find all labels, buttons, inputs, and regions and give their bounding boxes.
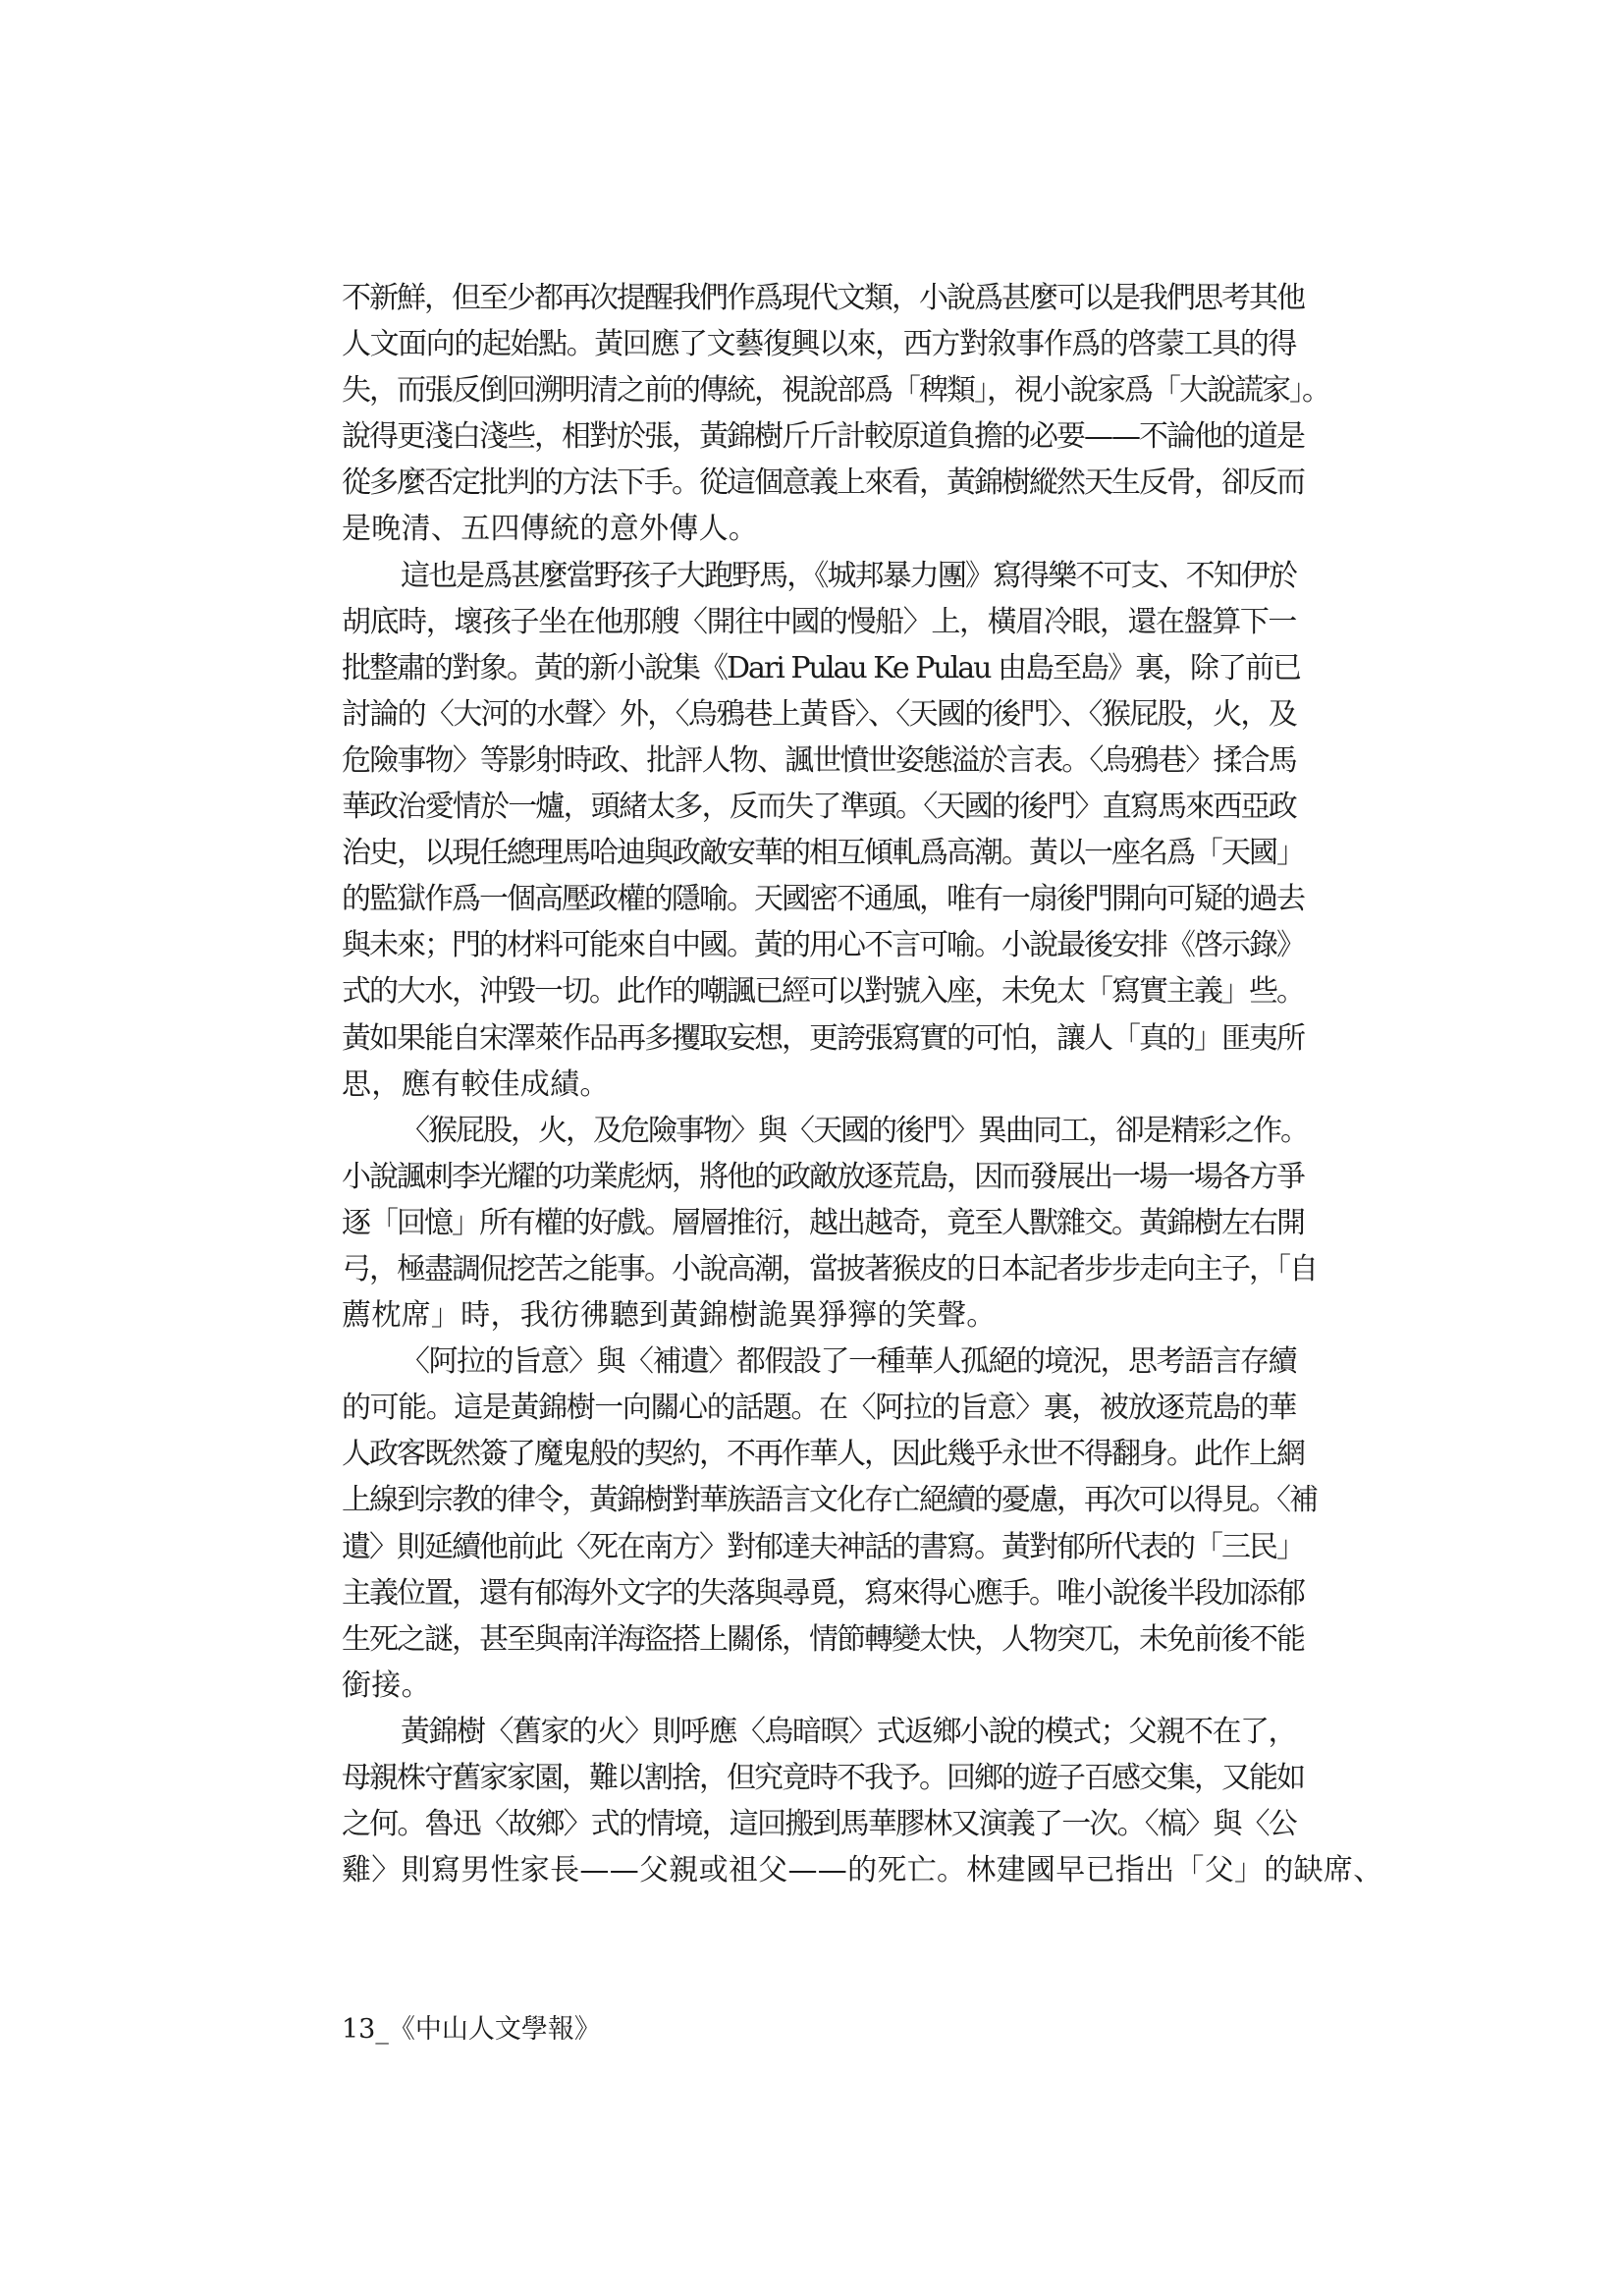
text-line: 式的大水，沖毀一切。此作的嘲諷已經可以對號入座，未免太「寫實主義」些。 [342,974,1304,1010]
footer-separator: _ [375,2014,389,2045]
text-line: 逐「回憶」所有權的好戲。層層推衍，越出越奇，竟至人獸雜交。黃錦樹左右開 [342,1205,1304,1240]
text-line: 人政客既然簽了魔鬼般的契約，不再作華人，因此幾乎永世不得翻身。此作上網 [342,1437,1304,1472]
text-line: 主義位置，還有郁海外文字的失落與尋覓，寫來得心應手。唯小說後半段加添郁 [342,1575,1304,1611]
text-line: 思，應有較佳成績。 [342,1066,610,1102]
text-line: 弓，極盡調侃挖苦之能事。小說高潮，當披著猴皮的日本記者步步走向主子，「自 [342,1251,1317,1286]
page-footer [342,2012,601,2048]
text-line: 失，而張反倒回溯明清之前的傳統，視說部爲「稗類」，視小說家爲「大說謊家」。 [342,373,1329,409]
text-line: 上線到宗教的律令，黃錦樹對華族語言文化存亡絕續的憂慮，再次可以得見。〈補 [342,1483,1317,1518]
page-number: 13 [342,2014,376,2045]
text-line: 是晚清、五四傳統的意外傳人。 [342,512,759,547]
text-line: 的可能。這是黃錦樹一向關心的話題。在〈阿拉的旨意〉裏，被放逐荒島的華 [342,1391,1296,1426]
text-line: 胡底時，壞孩子坐在他那艘〈開往中國的慢船〉上，橫眉冷眼，還在盤算下一 [342,604,1296,639]
text-line: 治史，以現任總理馬哈迪與政敵安華的相互傾軋爲高潮。黃以一座名爲「天國」 [342,836,1304,871]
journal-title: 《中山人文學報》 [388,2014,601,2045]
text-line: 黃錦樹〈舊家的火〉則呼應〈烏暗暝〉式返鄉小說的模式；父親不在了， [401,1714,1296,1749]
text-line: 說得更淺白淺些，相對於張，黃錦樹斤斤計較原道負擔的必要——不論他的道是 [342,419,1304,455]
text-line: 遺〉則延續他前此〈死在南方〉對郁達夫神話的書寫。黃對郁所代表的「三民」 [342,1529,1304,1564]
text-line: 與未來；門的材料可能來自中國。黃的用心不言可喻。小說最後安排《啓示錄》 [342,928,1304,963]
text-line: 薦枕席」時，我彷彿聽到黃錦樹詭異猙獰的笑聲。 [342,1298,997,1334]
text-line: 批整肅的對象。黃的新小說集《Dari Pulau Ke Pulau 由島至島》裏，除了前已 [342,650,1300,685]
text-line: 之何。魯迅〈故鄉〉式的情境，這回搬到馬華膠林又演義了一次。〈槁〉與〈公 [342,1807,1296,1842]
text-line: 的監獄作爲一個高壓政權的隱喻。天國密不通風，唯有一扇後門開向可疑的過去 [342,882,1304,917]
text-line: 人文面向的起始點。黃回應了文藝復興以來，西方對敘事作爲的啓蒙工具的得 [342,327,1296,362]
text-line: 母親株守舊家家園，難以割捨，但究竟時不我予。回鄉的遊子百感交集，又能如 [342,1761,1304,1795]
text-line: 生死之謎，甚至與南洋海盜搭上關係，情節轉變太快，人物突兀，未免前後不能 [342,1621,1304,1657]
text-line: 華政治愛情於一爐，頭緒太多，反而失了準頭。〈天國的後門〉直寫馬來西亞政 [342,790,1296,825]
text-line: 黃如果能自宋澤萊作品再多攫取妄想，更誇張寫實的可怕，讓人「真的」匪夷所 [342,1020,1304,1056]
text-line: 〈猴屁股，火，及危險事物〉與〈天國的後門〉異曲同工，卻是精彩之作。 [401,1113,1308,1148]
text-line: 討論的〈大河的水聲〉外，〈烏鴉巷上黃昏〉、〈天國的後門〉、〈猴屁股，火，及 [342,696,1296,732]
text-line: 不新鮮，但至少都再次提醒我們作爲現代文類，小說爲甚麼可以是我們思考其他 [342,281,1304,315]
text-line: 危險事物〉等影射時政、批評人物、諷世憤世姿態溢於言表。〈烏鴉巷〉揉合馬 [342,742,1296,778]
text-line: 小說諷刺李光耀的功業彪炳，將他的政敵放逐荒島，因而發展出一場一場各方爭 [342,1159,1304,1194]
text-line: 〈阿拉的旨意〉與〈補遺〉都假設了一種華人孤絕的境況，思考語言存續 [401,1344,1296,1380]
text-line: 雞〉則寫男性家長——父親或祖父——的死亡。林建國早已指出「父」的缺席、 [342,1853,1383,1888]
text-line: 銜接。 [342,1667,431,1703]
text-line: 這也是爲甚麼當野孩子大跑野馬，《城邦暴力團》寫得樂不可支、不知伊於 [401,558,1296,593]
body-text [342,275,1383,1893]
text-line: 從多麼否定批判的方法下手。從這個意義上來看，黃錦樹縱然天生反骨，卻反而 [342,465,1304,501]
